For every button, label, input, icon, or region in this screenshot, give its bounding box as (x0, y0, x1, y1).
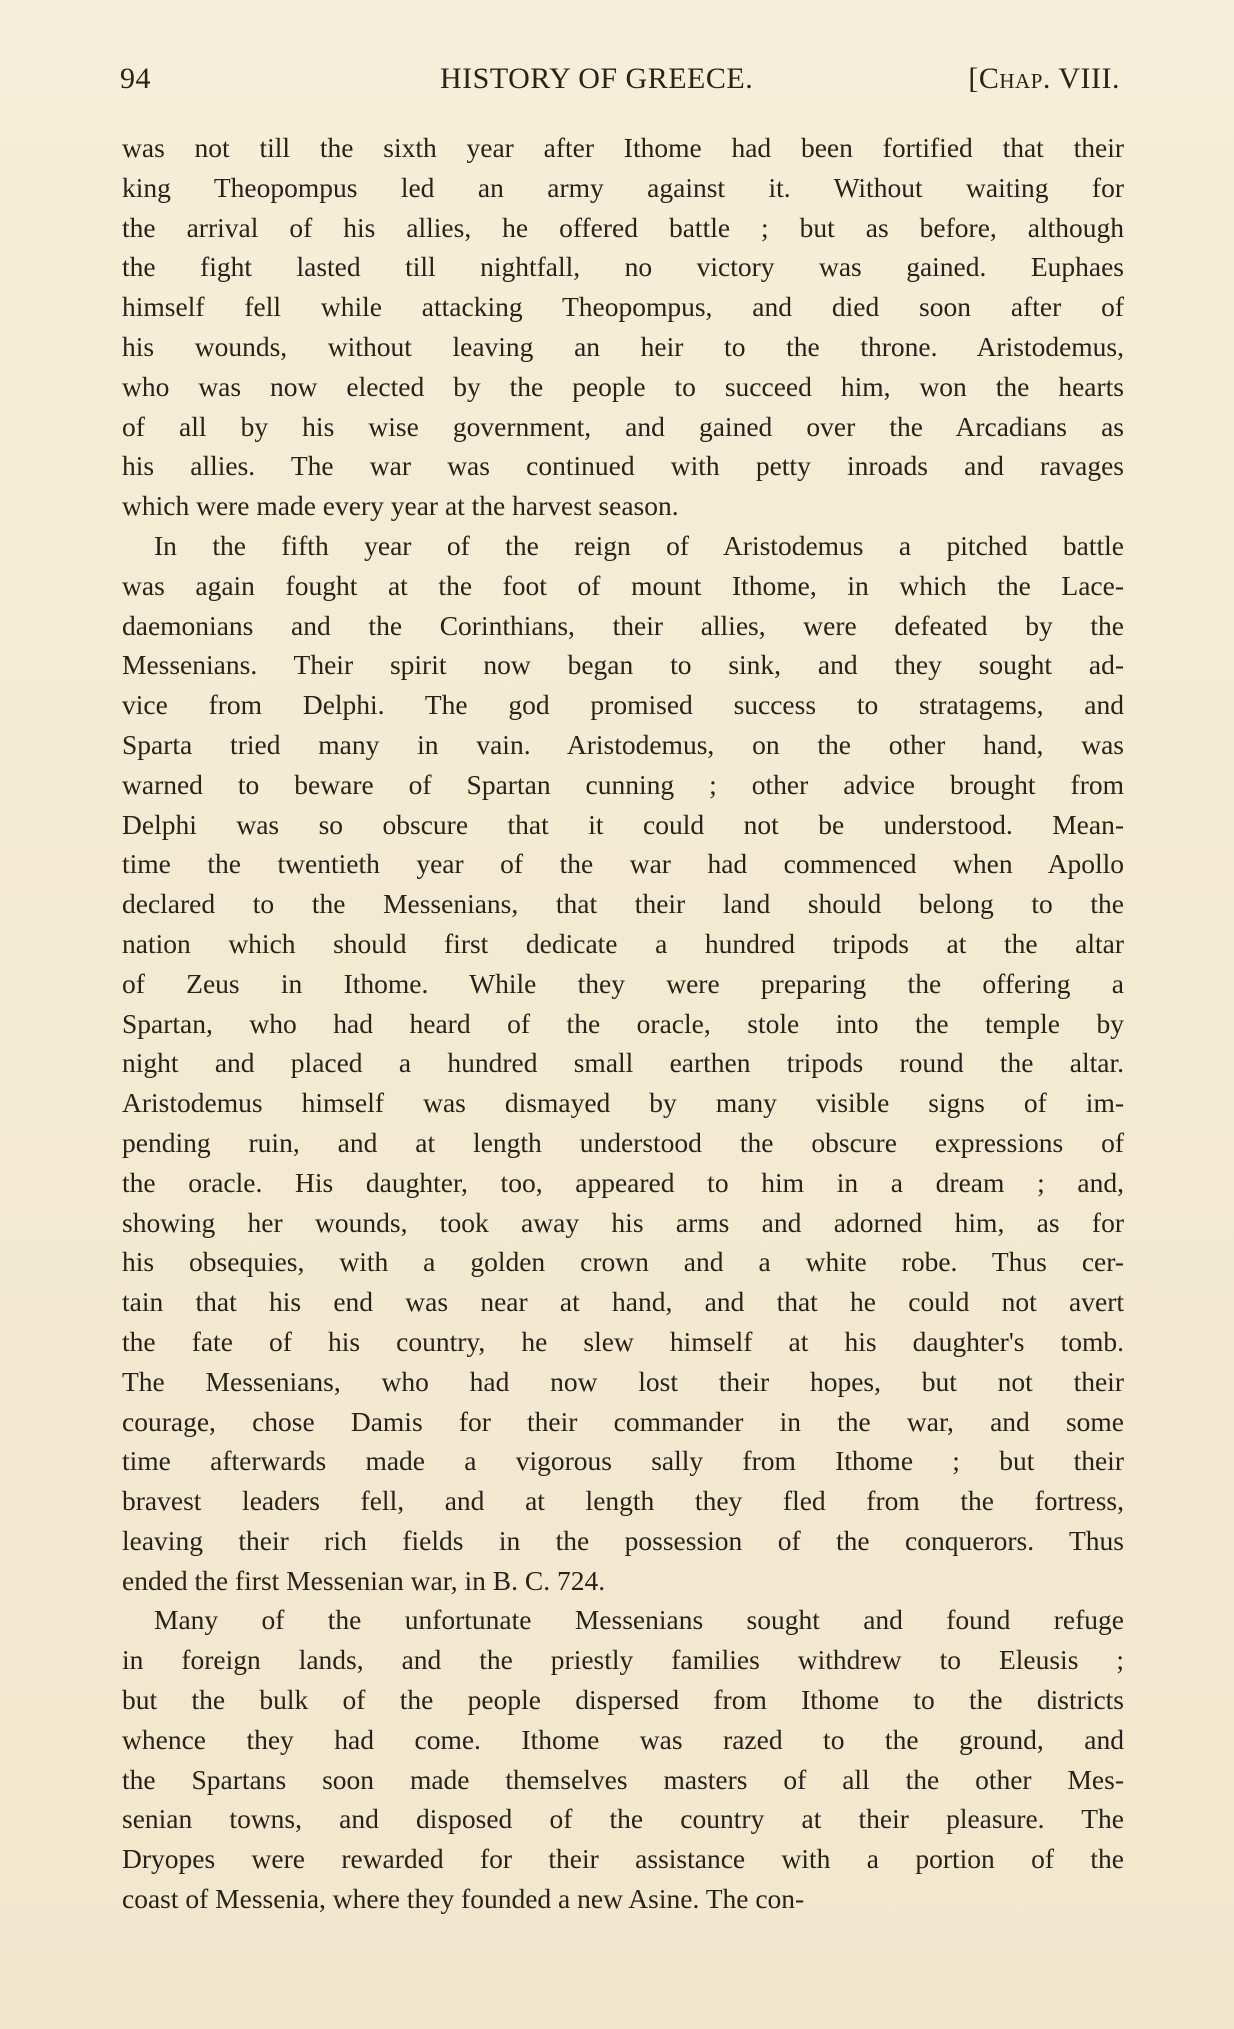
text-line: night and placed a hundred small earthen tripods round the altar. (122, 1047, 1124, 1079)
text-line: time the twentieth year of the war had commenced when Apollo (122, 848, 1124, 880)
text-line: his obsequies, with a golden crown and a white robe. Thus cer- (122, 1246, 1124, 1278)
text-line: his allies. The war was continued with petty inroads and ravages (122, 450, 1124, 482)
text-line: was not till the sixth year after Ithome had been fortified that their (122, 132, 1124, 163)
text-line: nation which should first dedicate a hundred tripods at the altar (122, 927, 1124, 959)
text-line: ended the first Messenian war, in B. C. 724. (122, 1564, 606, 1596)
text-line: vice from Delphi. The god promised success to stratagems, and (122, 689, 1124, 721)
running-header (120, 62, 1120, 102)
text-line: Dryopes were rewarded for their assistance with a portion of the (122, 1843, 1124, 1875)
text-line: Sparta tried many in vain. Aristodemus, on the other hand, was (122, 728, 1124, 760)
text-line: warned to beware of Spartan cunning ; other advice brought from (122, 768, 1124, 800)
paragraph (122, 128, 1124, 526)
text-line: of all by his wise government, and gained over the Arcadians as (122, 410, 1124, 442)
text-line: who was now elected by the people to succeed him, won the hearts (122, 370, 1124, 402)
text-line: In the fifth year of the reign of Aristodemus a pitched battle (154, 529, 1124, 561)
text-line: whence they had come. Ithome was razed to the ground, and (122, 1723, 1124, 1755)
text-line: king Theopompus led an army against it. Without waiting for (122, 171, 1124, 203)
text-line: the fate of his country, he slew himself at his daughter's tomb. (122, 1325, 1124, 1357)
paragraph (122, 526, 1124, 1601)
text-line: The Messenians, who had now lost their hopes, but not their (122, 1365, 1124, 1397)
text-line: time afterwards made a vigorous sally from Ithome ; but their (122, 1445, 1124, 1477)
text-line: showing her wounds, took away his arms and adorned him, as for (122, 1206, 1124, 1238)
text-line: in foreign lands, and the priestly families withdrew to Eleusis ; (122, 1644, 1124, 1676)
text-line: of Zeus in Ithome. While they were preparing the offering a (122, 967, 1124, 999)
body-text (122, 128, 1124, 1919)
text-line: but the bulk of the people dispersed from Ithome to the districts (122, 1684, 1124, 1716)
text-line: himself fell while attacking Theopompus, and died soon after of (122, 291, 1124, 323)
text-line: the arrival of his allies, he offered battle ; but as before, although (122, 211, 1124, 243)
text-line: bravest leaders fell, and at length they fled from the fortress, (122, 1485, 1124, 1517)
text-line: his wounds, without leaving an heir to the throne. Aristodemus, (122, 330, 1124, 362)
text-line: courage, chose Damis for their commander in the war, and some (122, 1405, 1124, 1437)
text-line: Messenians. Their spirit now began to sink, and they sought ad- (122, 649, 1124, 681)
text-line: pending ruin, and at length understood the obscure expressions of (122, 1126, 1124, 1158)
text-line: the fight lasted till nightfall, no victory was gained. Euphaes (122, 251, 1124, 283)
text-line: which were made every year at the harvest season. (122, 490, 679, 522)
text-line: Spartan, who had heard of the oracle, stole into the temple by (122, 1007, 1124, 1039)
text-line: coast of Messenia, where they founded a new Asine. The con- (122, 1883, 805, 1915)
text-line: was again fought at the foot of mount Ithome, in which the Lace- (122, 569, 1124, 601)
text-line: Delphi was so obscure that it could not be understood. Mean- (122, 808, 1124, 840)
text-line: daemonians and the Corinthians, their allies, were defeated by the (122, 609, 1124, 641)
running-title: HISTORY OF GREECE. (440, 62, 754, 95)
text-line: senian towns, and disposed of the country at their pleasure. The (122, 1803, 1124, 1835)
text-line: declared to the Messenians, that their land should belong to the (122, 888, 1124, 920)
chapter-label: [Chap. VIII. (968, 62, 1120, 95)
text-line: Many of the unfortunate Messenians sought and found refuge (154, 1604, 1124, 1636)
text-line: the oracle. His daughter, too, appeared to him in a dream ; and, (122, 1166, 1124, 1198)
text-line: Aristodemus himself was dismayed by many visible signs of im- (122, 1087, 1124, 1119)
text-line: leaving their rich fields in the possession of the conquerors. Thus (122, 1524, 1124, 1556)
paragraph (122, 1600, 1124, 1918)
page-number: 94 (120, 62, 151, 95)
text-line: tain that his end was near at hand, and that he could not avert (122, 1286, 1124, 1318)
text-line: the Spartans soon made themselves masters of all the other Mes- (122, 1763, 1124, 1795)
